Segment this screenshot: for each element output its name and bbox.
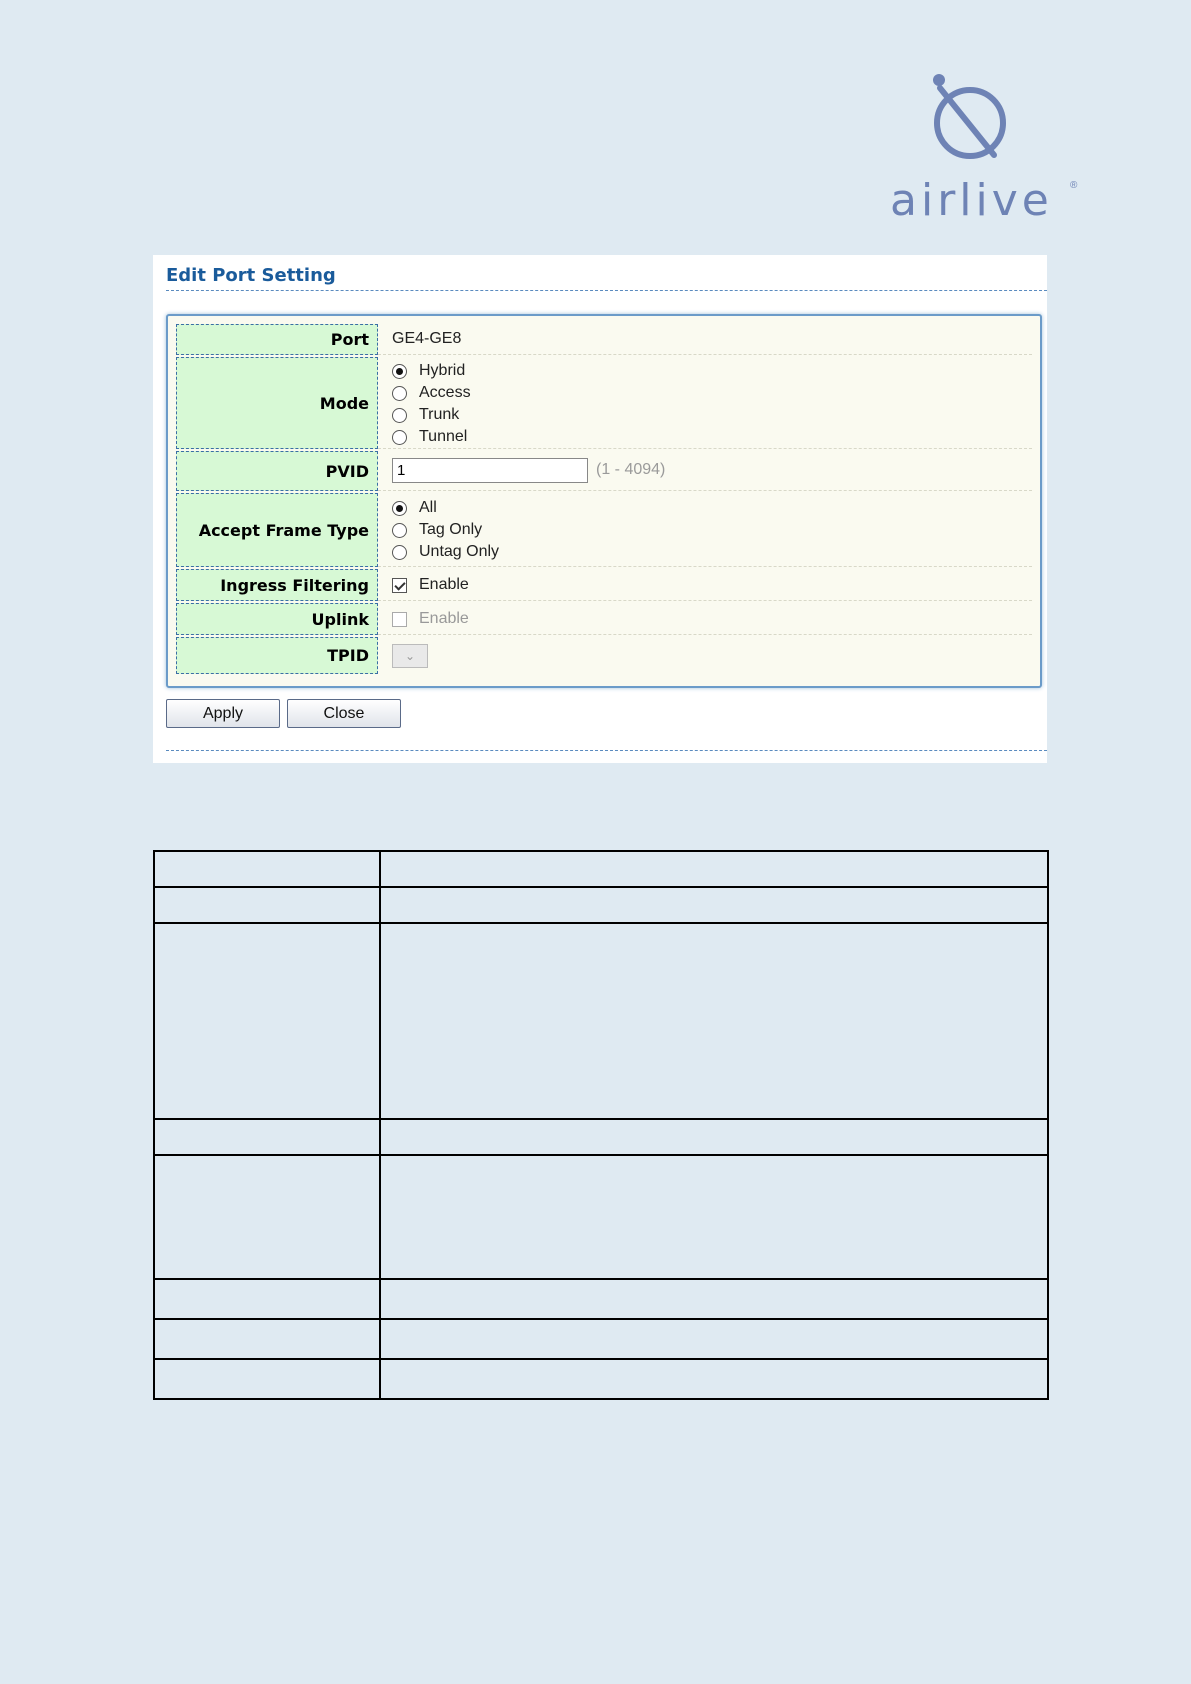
frame-tag-only-label: Tag Only [419, 521, 483, 538]
mode-trunk-radio[interactable] [392, 408, 407, 423]
panel-title: Edit Port Setting [166, 265, 336, 286]
row-mode [176, 357, 1032, 449]
table-row [154, 1155, 1048, 1279]
row-accept-frame-type [176, 493, 1032, 567]
mode-access-label: Access [419, 384, 471, 401]
mode-access-radio[interactable] [392, 386, 407, 401]
pvid-label: PVID [176, 451, 378, 491]
pvid-range-hint: (1 - 4094) [596, 461, 666, 478]
uplink-label: Uplink [176, 603, 378, 635]
pvid-value-cell [378, 451, 1032, 491]
uplink-cell [378, 603, 1032, 635]
airlive-logo [890, 70, 1080, 230]
port-value: GE4-GE8 [392, 330, 462, 347]
table-row [154, 1319, 1048, 1359]
close-button[interactable]: Close [287, 699, 401, 728]
accept-frame-type-options [378, 493, 1032, 567]
tpid-label: TPID [176, 637, 378, 674]
apply-button[interactable]: Apply [166, 699, 280, 728]
accept-frame-type-label: Accept Frame Type [176, 493, 378, 567]
table-row [154, 1279, 1048, 1319]
port-value-cell [378, 324, 1032, 355]
row-uplink [176, 603, 1032, 635]
row-ingress-filtering [176, 569, 1032, 601]
pvid-input[interactable] [392, 458, 588, 483]
table-row [154, 923, 1048, 1119]
ingress-filtering-checkbox[interactable] [392, 578, 407, 593]
frame-untag-only-label: Untag Only [419, 543, 500, 560]
description-table [153, 850, 1049, 1400]
frame-option-tag-only[interactable] [392, 520, 482, 540]
port-label: Port [176, 324, 378, 355]
frame-tag-only-radio[interactable] [392, 523, 407, 538]
mode-tunnel-radio[interactable] [392, 430, 407, 445]
table-row [154, 851, 1048, 887]
frame-option-all[interactable] [392, 498, 437, 518]
ingress-filtering-label: Ingress Filtering [176, 569, 378, 601]
registered-mark: ® [1070, 180, 1078, 191]
row-tpid [176, 637, 1032, 674]
bottom-divider [166, 750, 1047, 751]
frame-all-label: All [419, 499, 437, 516]
uplink-enable-label: Enable [419, 610, 469, 627]
tpid-cell [378, 637, 1032, 674]
mode-label: Mode [176, 357, 378, 449]
table-row [154, 1359, 1048, 1399]
table-row [154, 887, 1048, 923]
uplink-option[interactable] [392, 609, 469, 629]
mode-hybrid-label: Hybrid [419, 362, 466, 379]
tpid-select[interactable] [392, 644, 428, 668]
table-row [154, 1119, 1048, 1155]
mode-options [378, 357, 1032, 449]
title-divider [166, 290, 1047, 291]
ingress-filtering-cell [378, 569, 1032, 601]
mode-option-trunk[interactable] [392, 405, 459, 425]
mode-hybrid-radio[interactable] [392, 364, 407, 379]
mode-tunnel-label: Tunnel [419, 428, 468, 445]
frame-untag-only-radio[interactable] [392, 545, 407, 560]
mode-option-hybrid[interactable] [392, 361, 465, 381]
uplink-checkbox[interactable] [392, 612, 407, 627]
mode-trunk-label: Trunk [419, 406, 460, 423]
row-pvid [176, 451, 1032, 491]
frame-option-untag-only[interactable] [392, 542, 499, 562]
ingress-filtering-enable-label: Enable [419, 576, 469, 593]
mode-option-access[interactable] [392, 383, 471, 403]
mode-option-tunnel[interactable] [392, 427, 467, 447]
frame-all-radio[interactable] [392, 501, 407, 516]
airlive-logo-mark [890, 70, 1080, 180]
edit-port-panel [153, 255, 1047, 763]
row-port [176, 324, 1032, 355]
logo-wordmark: airlive [890, 175, 1053, 226]
chevron-down-icon: ⌄ [404, 649, 416, 663]
ingress-filtering-option[interactable] [392, 575, 469, 595]
port-settings-form [166, 314, 1042, 688]
